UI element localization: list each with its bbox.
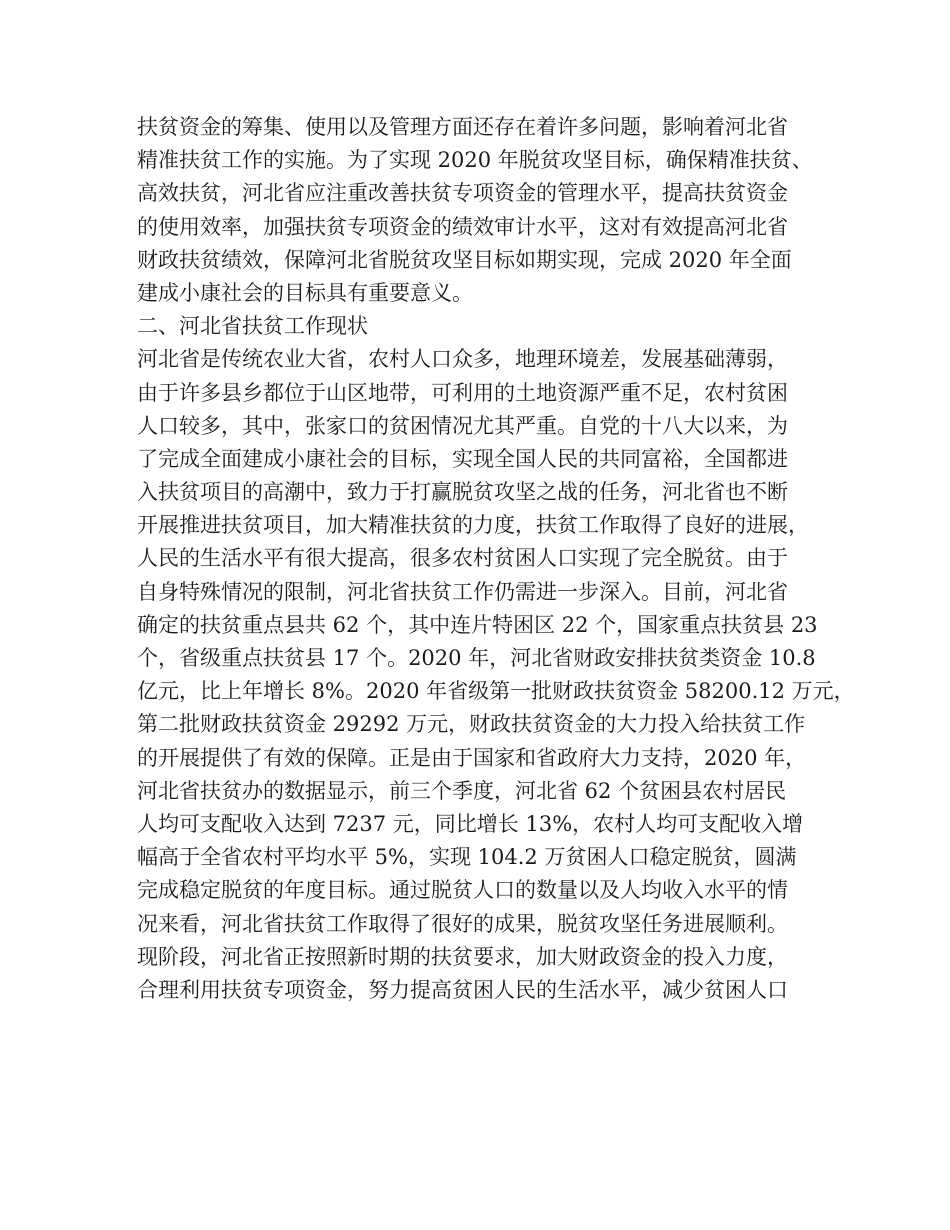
- text-line: 自身特殊情况的限制，河北省扶贫工作仍需进一步深入。目前，河北省: [137, 579, 788, 604]
- text-line: 个，省级重点扶贫县 17 个。2020 年，河北省财政安排扶贫类资金 10.8: [137, 646, 816, 670]
- text-line: 人均可支配收入达到 7237 元，同比增长 13%，农村人均可支配收入增: [137, 811, 804, 836]
- text-line: 财政扶贫绩效，保障河北省脱贫攻坚目标如期实现，完成 2020 年全面: [137, 247, 792, 272]
- text-line: 第二批财政扶贫资金 29292 万元，财政扶贫资金的大力投入给扶贫工作: [137, 712, 806, 737]
- text-line: 建成小康社会的目标具有重要意义。: [137, 280, 473, 305]
- text-line: 由于许多县乡都位于山区地带，可利用的土地资源严重不足，农村贫困: [137, 380, 788, 405]
- text-line: 开展推进扶贫项目，加大精准扶贫的力度，扶贫工作取得了良好的进展，: [137, 513, 809, 538]
- text-line: 扶贫资金的筹集、使用以及管理方面还存在着许多问题，影响着河北省: [137, 115, 788, 139]
- text-line: 亿元，比上年增长 8%。2020 年省级第一批财政扶贫资金 58200.12 万元，: [137, 679, 855, 704]
- text-line: 人口较多，其中，张家口的贫困情况尤其严重。自党的十八大以来，为: [137, 413, 788, 438]
- text-line: 人民的生活水平有很大提高，很多农村贫困人口实现了完全脱贫。由于: [137, 546, 788, 571]
- text-line: 的开展提供了有效的保障。正是由于国家和省政府大力支持，2020 年，: [137, 745, 807, 770]
- text-line: 入扶贫项目的高潮中，致力于打赢脱贫攻坚之战的任务，河北省也不断: [137, 480, 788, 505]
- text-line: 了完成全面建成小康社会的目标，实现全国人民的共同富裕，全国都进: [137, 446, 788, 471]
- text-line: 高效扶贫，河北省应注重改善扶贫专项资金的管理水平，提高扶贫资金: [137, 181, 788, 206]
- text-line: 合理利用扶贫专项资金，努力提高贫困人民的生活水平，减少贫困人口: [137, 977, 788, 1002]
- text-line: 河北省是传统农业大省，农村人口众多，地理环境差，发展基础薄弱，: [137, 347, 788, 372]
- text-line: 完成稳定脱贫的年度目标。通过脱贫人口的数量以及人均收入水平的情: [137, 878, 788, 903]
- text-line: 的使用效率，加强扶贫专项资金的绩效审计水平，这对有效提高河北省: [137, 214, 788, 239]
- text-line: 河北省扶贫办的数据显示，前三个季度，河北省 62 个贫困县农村居民: [137, 778, 787, 803]
- text-line: 现阶段，河北省正按照新时期的扶贫要求，加大财政资金的投入力度，: [137, 944, 788, 969]
- text-line: 幅高于全省农村平均水平 5%，实现 104.2 万贫困人口稳定脱贫，圆满: [137, 845, 797, 870]
- text-line: 精准扶贫工作的实施。为了实现 2020 年脱贫攻坚目标，确保精准扶贫、: [137, 148, 813, 173]
- text-line: 确定的扶贫重点县共 62 个，其中连片特困区 22 个，国家重点扶贫县 23: [137, 612, 818, 637]
- section-heading: 二、河北省扶贫工作现状: [137, 314, 368, 339]
- text-line: 况来看，河北省扶贫工作取得了很好的成果，脱贫攻坚任务进展顺利。: [137, 911, 788, 936]
- document-body: [137, 111, 855, 1007]
